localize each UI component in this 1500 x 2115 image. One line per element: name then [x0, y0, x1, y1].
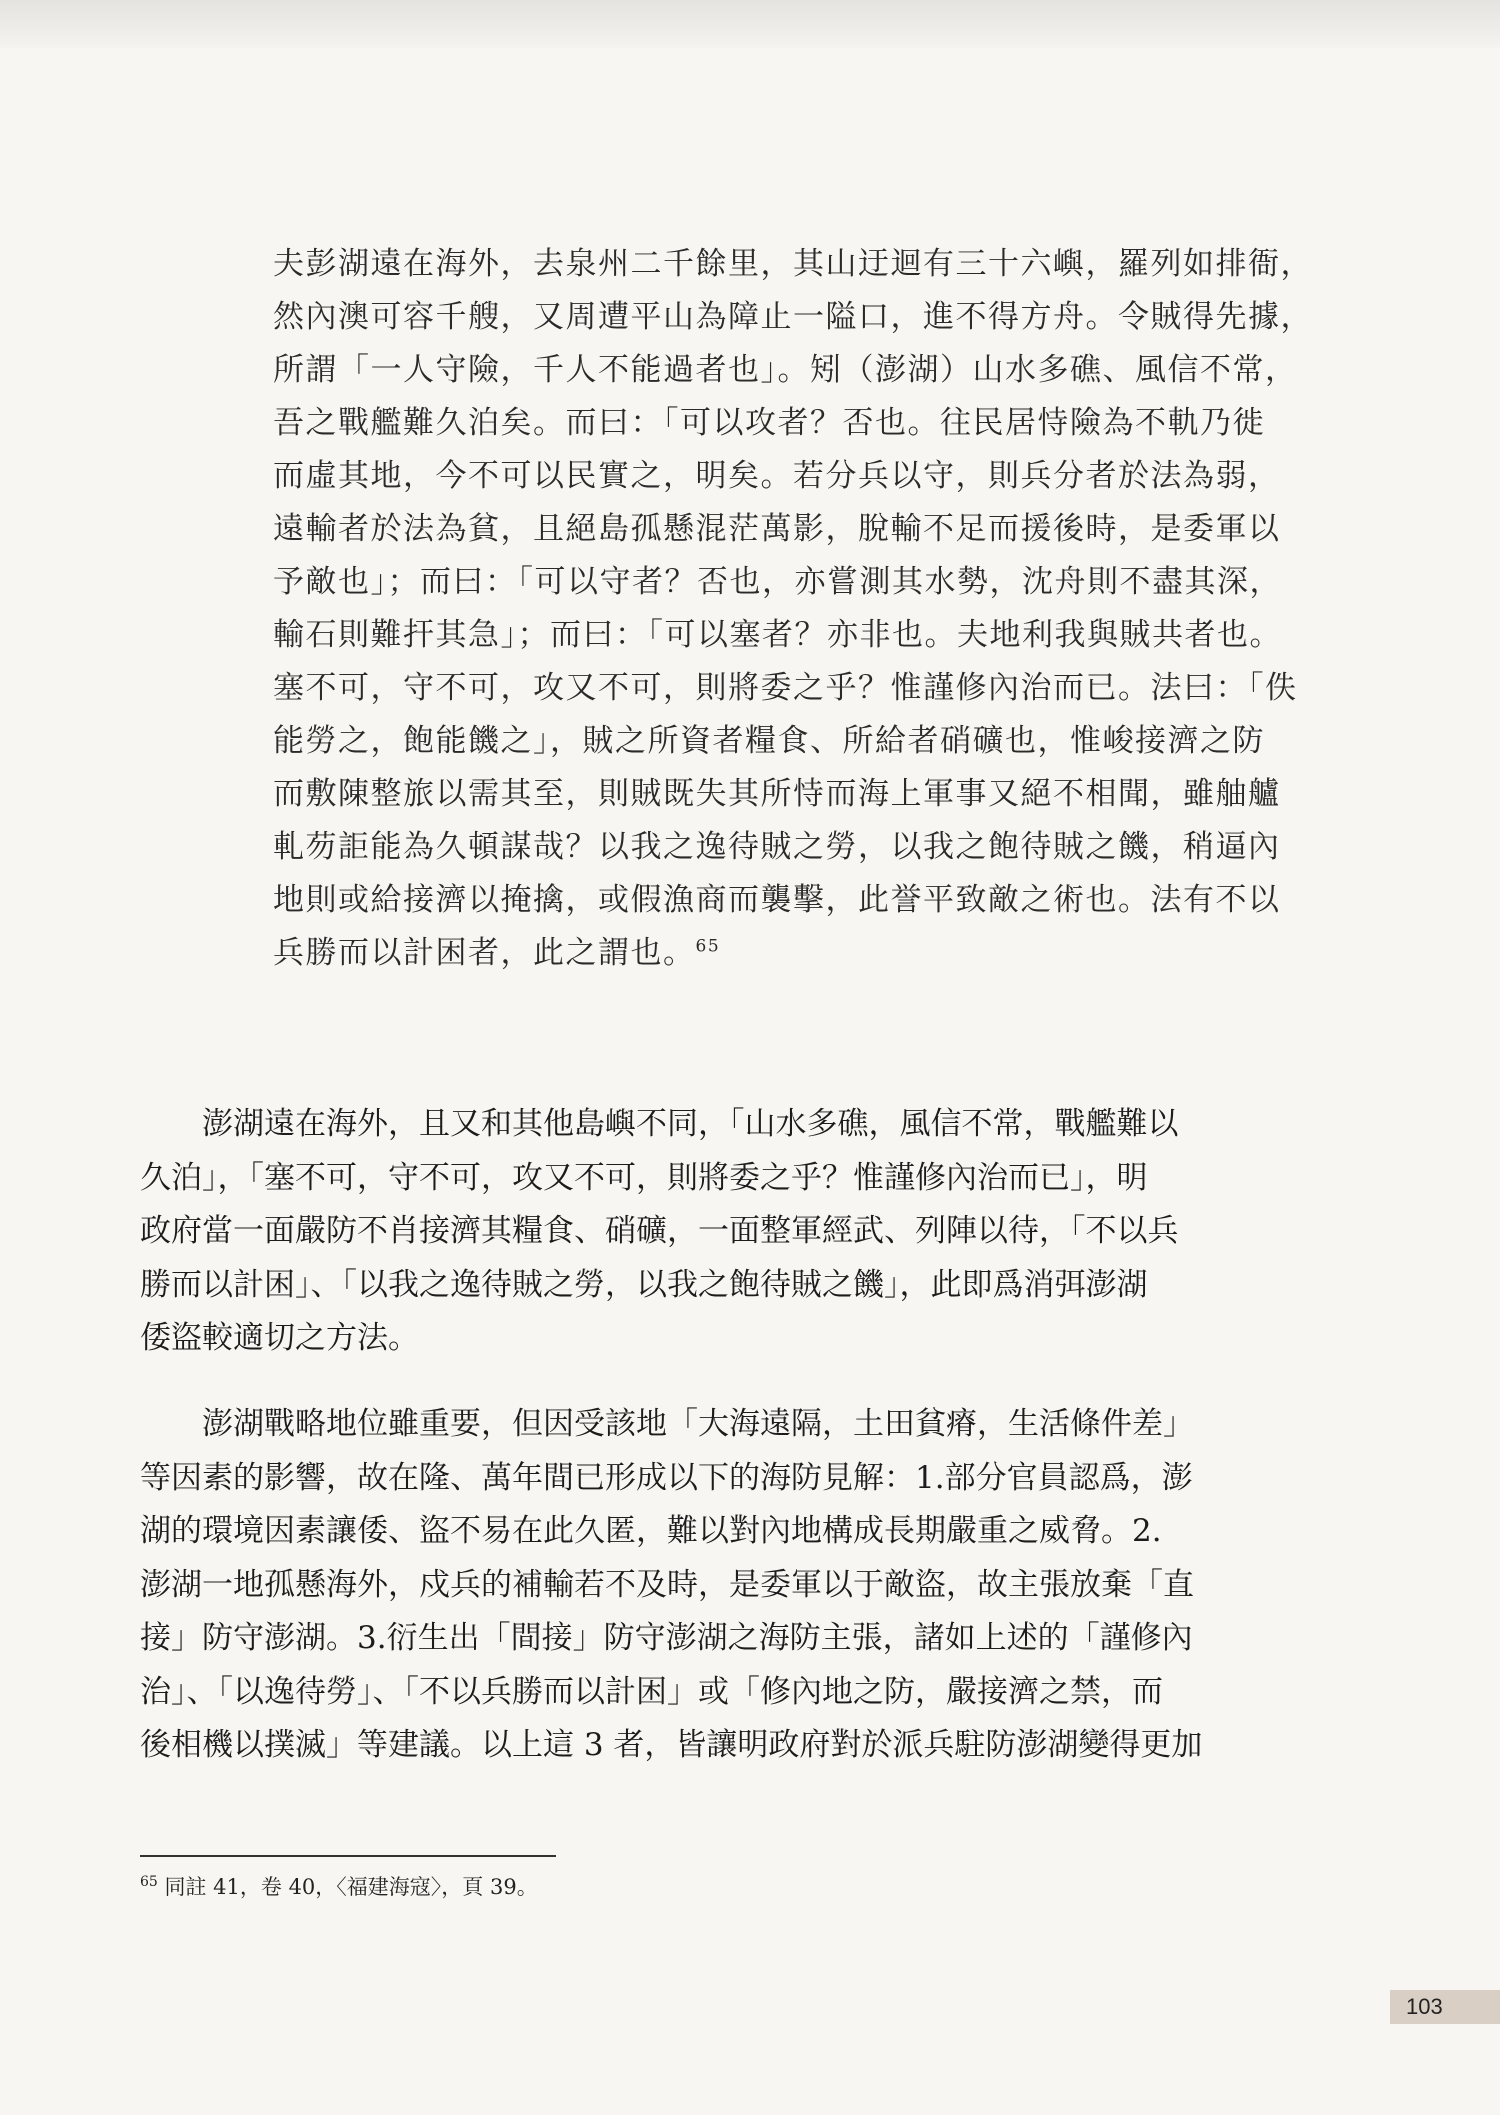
quote-line: 軋芴詎能為久頓謀哉？以我之逸待賊之勞，以我之飽待賊之饑，稍逼內: [273, 829, 1281, 865]
scan-top-shadow: [0, 0, 1500, 48]
quote-line: 而敷陳整旅以需其至，則賊既失其所恃而海上軍事又絕不相聞，雖舳艫: [273, 776, 1281, 812]
footnote-reference[interactable]: 65: [695, 936, 721, 957]
paragraph-line: 倭盜較適切之方法。: [140, 1320, 419, 1356]
quote-line: 然內澳可容千艘，又周遭平山為障止一隘口，進不得方舟。令賊得先據，: [273, 299, 1313, 335]
footnote-divider: [140, 1855, 556, 1857]
quote-line: 夫彭湖遠在海外，去泉州二千餘里，其山迂迴有三十六嶼，羅列如排衙，: [273, 246, 1313, 282]
paragraph-line: 勝而以計困」、「以我之逸待賊之勞，以我之飽待賊之饑」，此即爲消弭澎湖: [140, 1266, 1148, 1303]
quote-line: 予敵也」；而曰：「可以守者？否也，亦嘗測其水勢，沈舟則不盡其深，: [273, 564, 1282, 600]
quote-line: 吾之戰艦難久泊矣。而曰：「可以攻者？否也。往民居恃險為不軌乃徙: [273, 405, 1265, 441]
paragraph-line: 澎湖戰略地位雖重要，但因受該地「大海遠隔，土田貧瘠，生活條件差」: [140, 1406, 1194, 1442]
quote-line-last: [273, 927, 1273, 980]
paragraph-line: 澎湖一地孤懸海外，戍兵的補輸若不及時，是委軍以于敵盜，故主張放棄「直: [140, 1566, 1194, 1603]
paragraph-line: 湖的環境因素讓倭、盜不易在此久匿，難以對內地構成長期嚴重之威脅。2.: [140, 1513, 1162, 1549]
quote-line: 輸石則難扞其急」；而曰：「可以塞者？亦非也。夫地利我與賊共者也。: [273, 617, 1282, 653]
footnote: [140, 1872, 538, 1902]
paragraph-line: 政府當一面嚴防不肖接濟其糧食、硝礦，一面整軍經武、列陣以待，「不以兵: [140, 1213, 1179, 1249]
quote-line: 塞不可，守不可，攻又不可，則將委之乎？惟謹修內治而已。法曰：「佚: [273, 670, 1298, 706]
paragraph-line: 後相機以撲滅」等建議。以上這 3 者，皆讓明政府對於派兵駐防澎湖變得更加: [140, 1727, 1203, 1763]
quote-line: 所謂「一人守險，千人不能過者也」。矧（澎湖）山水多礁、風信不常，: [273, 352, 1298, 388]
paragraph-line: 接」防守澎湖。3.衍生出「間接」防守澎湖之海防主張，諸如上述的「謹修內: [140, 1620, 1193, 1656]
paragraph-2: [140, 1398, 1270, 1773]
quote-line: 地則或給接濟以掩擒，或假漁商而襲擊，此誉平致敵之術也。法有不以: [273, 882, 1281, 918]
paragraph-line: 等因素的影響，故在隆、萬年間已形成以下的海防見解：1.部分官員認爲，澎: [140, 1459, 1193, 1496]
page-number: 103: [1390, 1990, 1500, 2024]
quote-line: 而虛其地，今不可以民實之，明矣。若分兵以守，則兵分者於法為弱，: [273, 458, 1281, 494]
quote-line: 能勞之，飽能饑之」，賊之所資者糧食、所給者硝礦也，惟峻接濟之防: [273, 723, 1265, 759]
quote-line: 遠輸者於法為貧，且絕島孤懸混茫萬影，脫輸不足而援後時，是委軍以: [273, 511, 1281, 547]
paragraph-line: 澎湖遠在海外，且又和其他島嶼不同，「山水多礁，風信不常，戰艦難以: [140, 1106, 1179, 1142]
block-quote: [273, 238, 1313, 980]
footnote-text: 同註 41，卷 40，〈福建海寇〉，頁 39。: [157, 1875, 538, 1899]
quote-line-text: 兵勝而以計困者，此之謂也。: [273, 935, 696, 971]
footnote-number: 65: [140, 1874, 158, 1890]
paragraph-line: 久泊」，「塞不可，守不可，攻又不可，則將委之乎？惟謹修內治而已」，明: [140, 1159, 1148, 1196]
paragraph-1: [140, 1098, 1270, 1366]
paragraph-line: 治」、「以逸待勞」、「不以兵勝而以計困」或「修內地之防，嚴接濟之禁，而: [140, 1673, 1163, 1710]
